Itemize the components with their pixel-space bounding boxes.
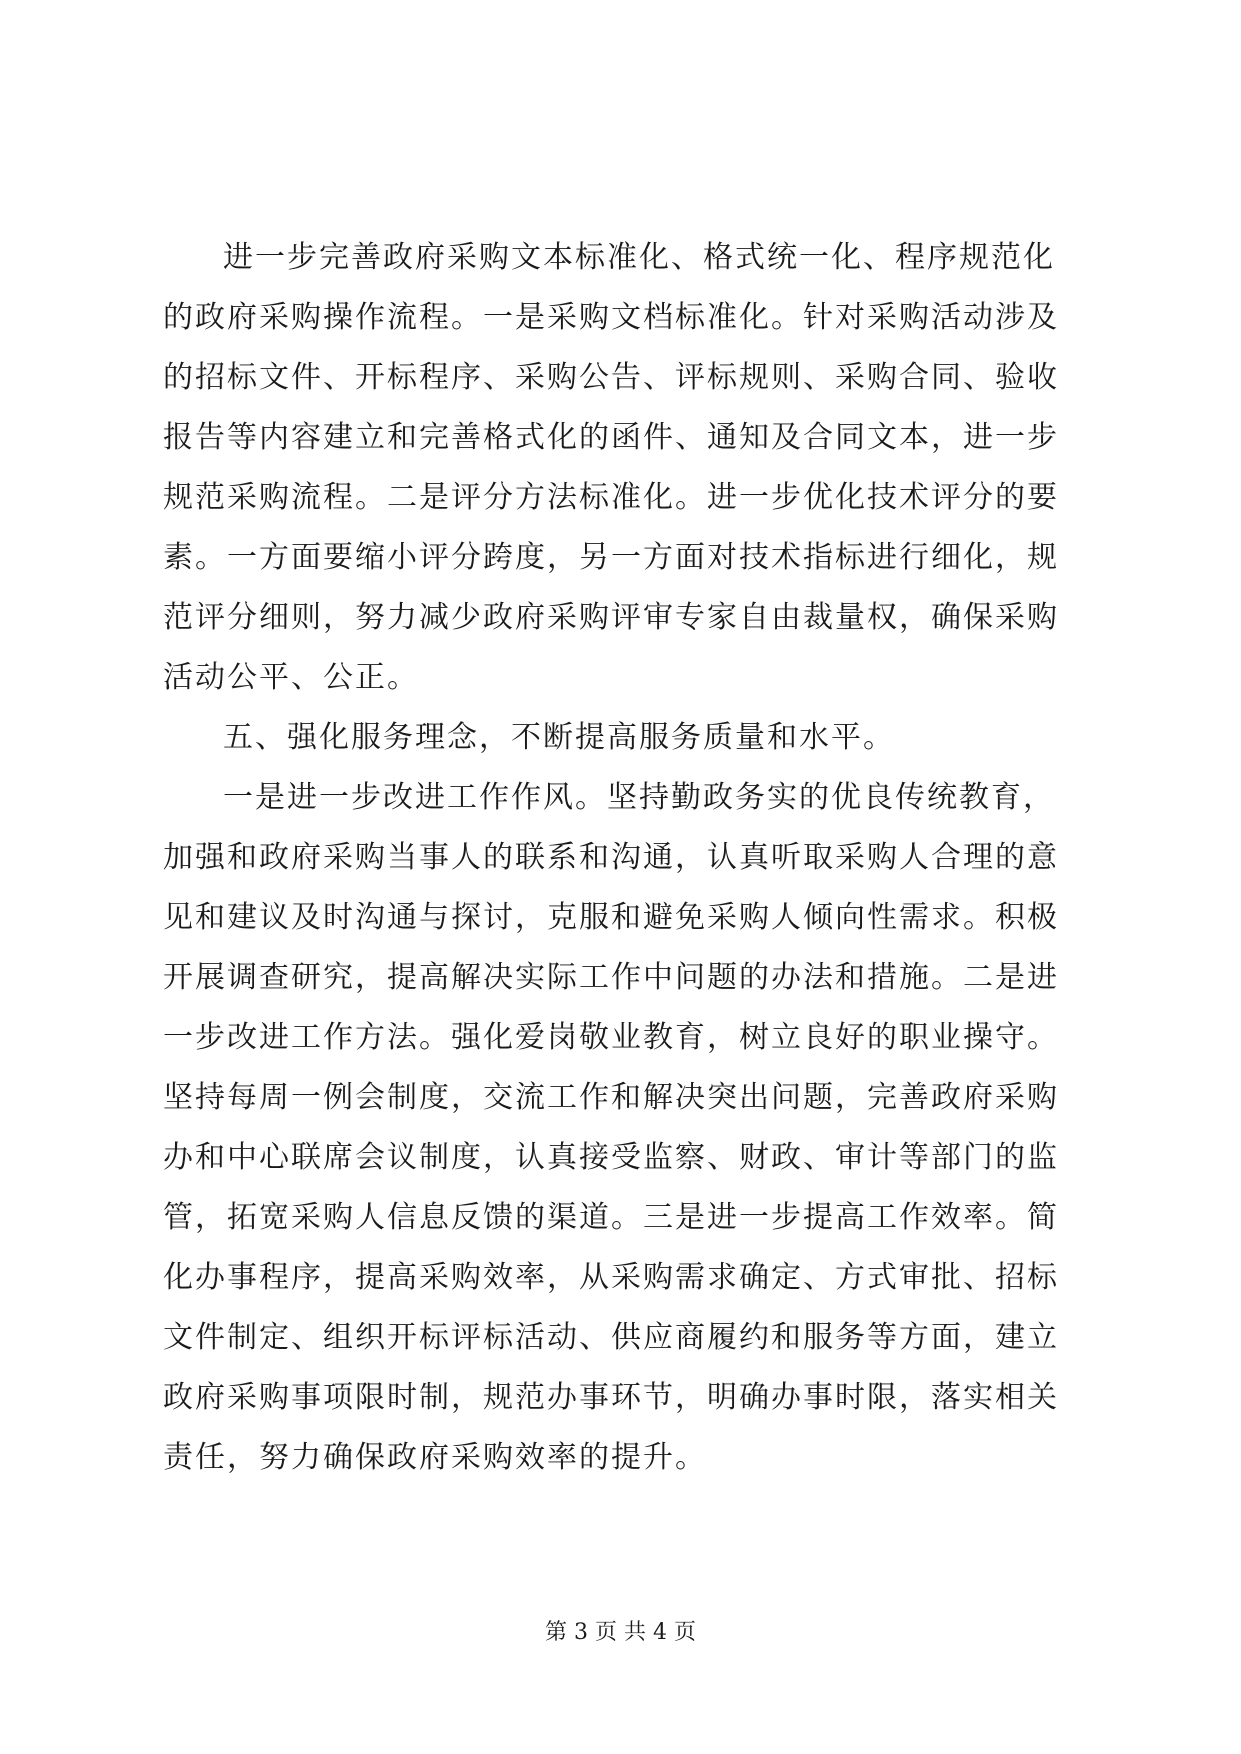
text-line: 见和建议及时沟通与探讨，克服和避免采购人倾向性需求。积极	[163, 900, 1059, 935]
text-line: 进一步完善政府采购文本标准化、格式统一化、程序规范化	[223, 240, 1055, 275]
text-line: 政府采购事项限时制，规范办事环节，明确办事时限，落实相关	[163, 1380, 1059, 1415]
text-line: 规范采购流程。二是评分方法标准化。进一步优化技术评分的要	[163, 480, 1059, 515]
text-line: 坚持每周一例会制度，交流工作和解决突出问题，完善政府采购	[163, 1080, 1059, 1115]
text-line: 素。一方面要缩小评分跨度，另一方面对技术指标进行细化，规	[163, 540, 1059, 575]
page-number-footer: 第 3 页 共 4 页	[545, 1620, 696, 1645]
text-line: 的招标文件、开标程序、采购公告、评标规则、采购合同、验收	[163, 360, 1059, 395]
text-line: 开展调查研究，提高解决实际工作中问题的办法和措施。二是进	[163, 960, 1059, 995]
section-heading: 五、强化服务理念，不断提高服务质量和水平。	[223, 720, 895, 755]
text-line: 文件制定、组织开标评标活动、供应商履约和服务等方面，建立	[163, 1320, 1059, 1355]
text-line: 办和中心联席会议制度，认真接受监察、财政、审计等部门的监	[163, 1140, 1059, 1175]
text-line: 活动公平、公正。	[163, 660, 419, 695]
text-line: 管，拓宽采购人信息反馈的渠道。三是进一步提高工作效率。简	[163, 1200, 1059, 1235]
text-line: 责任，努力确保政府采购效率的提升。	[163, 1440, 707, 1475]
text-line: 加强和政府采购当事人的联系和沟通，认真听取采购人合理的意	[163, 840, 1059, 875]
text-line: 范评分细则，努力减少政府采购评审专家自由裁量权，确保采购	[163, 600, 1059, 635]
text-line: 一是进一步改进工作作风。坚持勤政务实的优良传统教育，	[223, 780, 1055, 815]
text-line: 化办事程序，提高采购效率，从采购需求确定、方式审批、招标	[163, 1260, 1059, 1295]
text-line: 一步改进工作方法。强化爱岗敬业教育，树立良好的职业操守。	[163, 1020, 1059, 1055]
text-line: 的政府采购操作流程。一是采购文档标准化。针对采购活动涉及	[163, 300, 1059, 335]
text-line: 报告等内容建立和完善格式化的函件、通知及合同文本，进一步	[163, 420, 1059, 455]
